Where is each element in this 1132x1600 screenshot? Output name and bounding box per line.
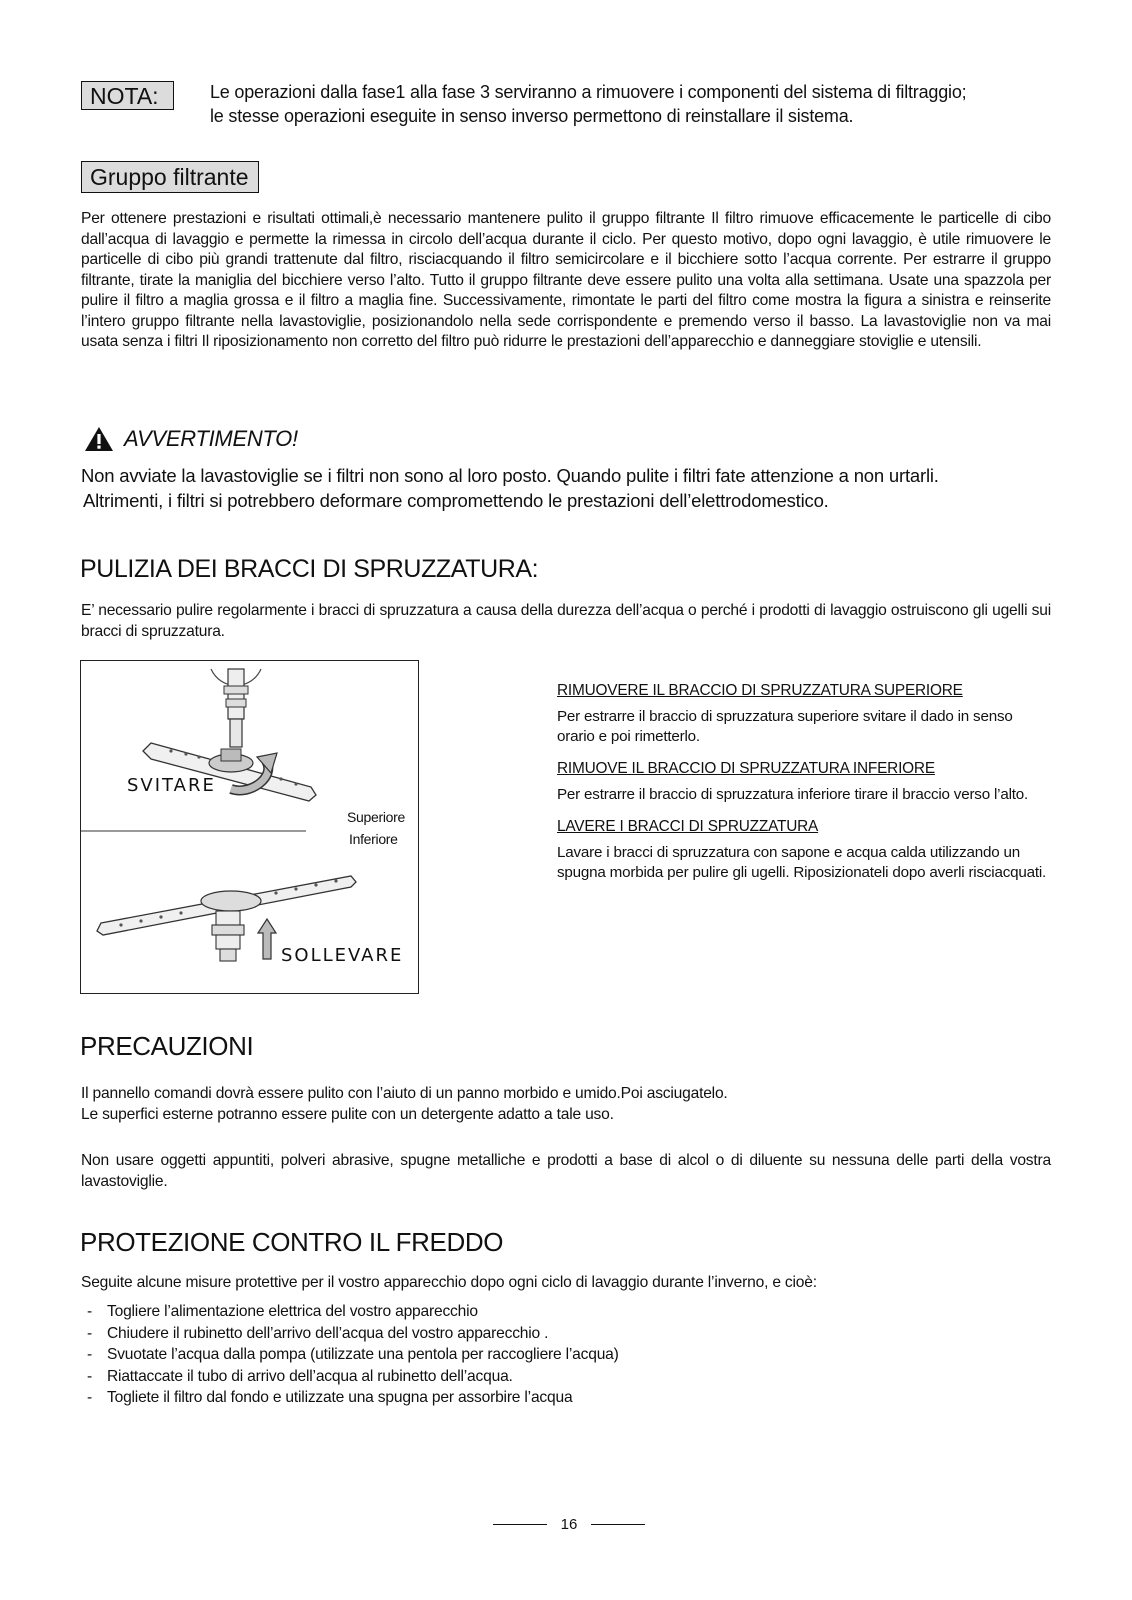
gruppo-filtrante-paragraph: Per ottenere prestazioni e risultati ottimali,è necessario mantenere pulito il gruppo filtrante Il filtro rimuove efficacemente le particelle di cibo dall’acqua di lavaggio e permette la rimessa in circolo dell’acqua durante il ciclo. Per questo motivo, dopo ogni lavaggio, è utile rimuovere le particelle di cibo più grandi trattenute dal filtro, risciacquando il filtro semicircolare e il bicchiere sotto l’acqua corrente. Per estrarre il gruppo filtrante, tirate la maniglia del bicchiere verso l’alto. Tutto il gruppo filtrante deve essere pulito una volta alla settimana. Usate una spazzola per pulire il filtro a maglia grossa e il filtro a maglia fine. Successivamente, rimontate le parti del filtro come mostra la figura a sinistra e reinserite l’intero gruppo filtrante nella lavastoviglie, posizionandolo nella sede corrispondente e premendo verso il basso. La lavastoviglie non va mai usata senza i filtri Il riposizionamento non corretto del filtro può ridurre le prestazioni dell’apparecchio e danneggiare stoviglie e utensili. (81, 210, 1051, 350)
spray-arm-illustration (81, 661, 417, 992)
gruppo-filtrante-label-text: Gruppo filtrante (90, 164, 249, 190)
instruction-remove-upper-text: Per estrarre il braccio di spruzzatura superiore svitare il dado in senso orario e poi rimetterlo. (557, 708, 1013, 745)
figure-label-inferiore: Inferiore (349, 831, 398, 847)
instruction-remove-lower-title: RIMUOVE IL BRACCIO DI SPRUZZATURA INFERIORE (557, 760, 935, 777)
nota-text (210, 80, 1060, 128)
instruction-remove-upper (557, 682, 1057, 747)
instruction-remove-upper-title: RIMUOVERE IL BRACCIO DI SPRUZZATURA SUPERIORE (557, 682, 963, 699)
figure-label-superiore: Superiore (347, 809, 406, 825)
warning-text (81, 463, 1071, 513)
list-item: - Riattaccate il tubo di arrivo dell’acqua al rubinetto dell’acqua. (81, 1366, 981, 1388)
footer-rule-right (591, 1524, 645, 1525)
nota-label-text: NOTA: (90, 83, 159, 109)
precauzioni-line-2: Le superfici esterne potranno essere pulite con un detergente adatto a tale uso. (81, 1105, 614, 1123)
gruppo-filtrante-label (81, 161, 259, 193)
protezione-intro: Seguite alcune misure protettive per il vostro apparecchio dopo ogni ciclo di lavaggio durante l’inverno, e cioè: (81, 1274, 817, 1291)
protezione-heading: PROTEZIONE CONTRO IL FREDDO (80, 1227, 504, 1257)
warning-heading (84, 424, 298, 454)
warning-line-2: Altrimenti, i filtri si potrebbero deformare compromettendo le prestazioni dell’elettrodomestico. (83, 490, 829, 511)
instruction-remove-lower (557, 760, 1057, 805)
instruction-remove-lower-text: Per estrarre il braccio di spruzzatura inferiore tirare il braccio verso l’alto. (557, 786, 1029, 803)
list-item: - Chiudere il rubinetto dell’arrivo dell’acqua del vostro apparecchio . (81, 1323, 981, 1345)
instruction-wash-arms-text: Lavare i bracci di spruzzatura con sapone e acqua calda utilizzando un spugna morbida per pulire gli ugelli. Riposizionateli dopo averli risciacquati. (557, 844, 1047, 881)
precauzioni-line-1: Il pannello comandi dovrà essere pulito con l’aiuto di un panno morbido e umido.Poi asciugatelo. (81, 1085, 728, 1102)
list-item: - Togliere l’alimentazione elettrica del vostro apparecchio (81, 1301, 981, 1323)
warning-triangle-icon (84, 426, 114, 452)
protezione-steps (81, 1301, 981, 1409)
list-item: - Svuotate l’acqua dalla pompa (utilizzate una pentola per raccogliere l’acqua) (81, 1344, 981, 1366)
warning-line-1: Non avviate la lavastoviglie se i filtri non sono al loro posto. Quando pulite i filtri fate attenzione a non urtarli. (81, 465, 939, 486)
spray-arm-figure (80, 660, 419, 994)
pulizia-intro: E’ necessario pulire regolarmente i bracci di spruzzatura a causa della durezza dell’acqua o perché i prodotti di lavaggio ostruiscono gli ugelli sui bracci di spruzzatura. (81, 602, 1051, 640)
footer-rule-left (493, 1524, 547, 1525)
nota-label (81, 81, 174, 110)
nota-line-1: Le operazioni dalla fase1 alla fase 3 serviranno a rimuovere i componenti del sistema di filtraggio; (210, 82, 967, 102)
warning-title: AVVERTIMENTO! (124, 426, 298, 451)
figure-label-svitare: SVITARE (127, 775, 216, 796)
precauzioni-heading: PRECAUZIONI (80, 1031, 254, 1061)
list-item: - Togliete il filtro dal fondo e utilizzate una spugna per assorbire l’acqua (81, 1387, 981, 1409)
instruction-wash-arms-title: LAVERE I BRACCI DI SPRUZZATURA (557, 818, 819, 835)
figure-label-sollevare: SOLLEVARE (281, 945, 404, 966)
nota-line-2: le stesse operazioni eseguite in senso inverso permettono di reinstallare il sistema. (210, 106, 854, 126)
precauzioni-text (81, 1084, 1051, 1125)
page-number: 16 (560, 1516, 578, 1533)
page-footer (484, 1516, 654, 1533)
precauzioni-paragraph-2: Non usare oggetti appuntiti, polveri abrasive, spugne metalliche e prodotti a base di alcol o di diluente su nessuna delle parti della vostra lavastoviglie. (81, 1152, 1051, 1190)
instruction-wash-arms (557, 818, 1057, 883)
spray-arm-instructions (557, 682, 1057, 883)
pulizia-heading: PULIZIA DEI BRACCI DI SPRUZZATURA: (80, 555, 539, 583)
